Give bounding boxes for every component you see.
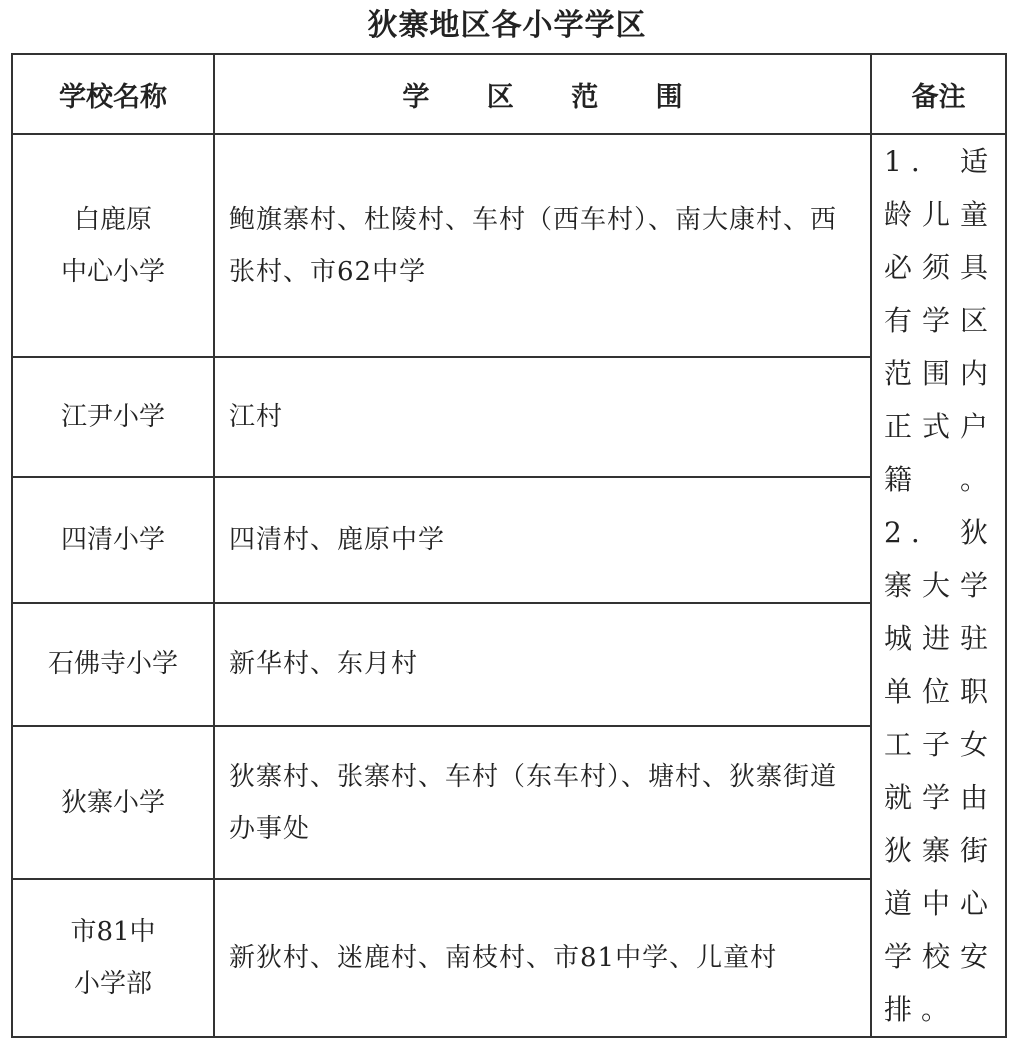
school-district-table [11, 53, 1007, 1038]
school-name-line: 小学部 [73, 968, 152, 999]
district-range-cell: 新狄村、迷鹿村、南枝村、市81中学、儿童村 [214, 879, 871, 1037]
school-name-cell [12, 477, 214, 602]
district-range-cell: 鲍旗寨村、杜陵村、车村（西车村）、南大康村、西张村、市62中学 [214, 134, 871, 357]
school-name-cell [12, 603, 214, 726]
school-name-line: 狄寨小学 [60, 787, 165, 818]
header-remarks: 备注 [871, 54, 1006, 134]
page-title: 狄寨地区各小学学区 [367, 8, 647, 43]
header-school-name: 学校名称 [12, 54, 214, 134]
district-range-cell: 狄寨村、张寨村、车村（东车村）、塘村、狄寨街道办事处 [214, 726, 871, 879]
table-row [12, 134, 1006, 357]
school-name-line: 中心小学 [60, 256, 165, 287]
table-row [12, 477, 1006, 602]
school-name-line: 四清小学 [60, 525, 165, 556]
table-header-row [12, 54, 1006, 134]
school-name-line: 石佛寺小学 [47, 649, 178, 680]
school-name-cell [12, 726, 214, 879]
school-name-cell [12, 357, 214, 477]
table-row [12, 726, 1006, 879]
remarks-cell: 1.适龄儿童必须具有学区范围内正式户籍。2.狄寨大学城进驻单位职工子女就学由狄寨街道中心学校安排。 [871, 134, 1006, 1037]
district-range-cell: 江村 [214, 357, 871, 477]
table-row [12, 603, 1006, 726]
school-name-cell [12, 134, 214, 357]
school-name-line: 市81中 [70, 916, 156, 947]
table-row [12, 357, 1006, 477]
school-name-line: 白鹿原 [73, 204, 152, 235]
school-name-line: 江尹小学 [60, 402, 165, 433]
table-row [12, 879, 1006, 1037]
school-name-cell [12, 879, 214, 1037]
header-district-range: 学 区 范 围 [214, 54, 871, 134]
district-range-cell: 新华村、东月村 [214, 603, 871, 726]
district-range-cell: 四清村、鹿原中学 [214, 477, 871, 602]
